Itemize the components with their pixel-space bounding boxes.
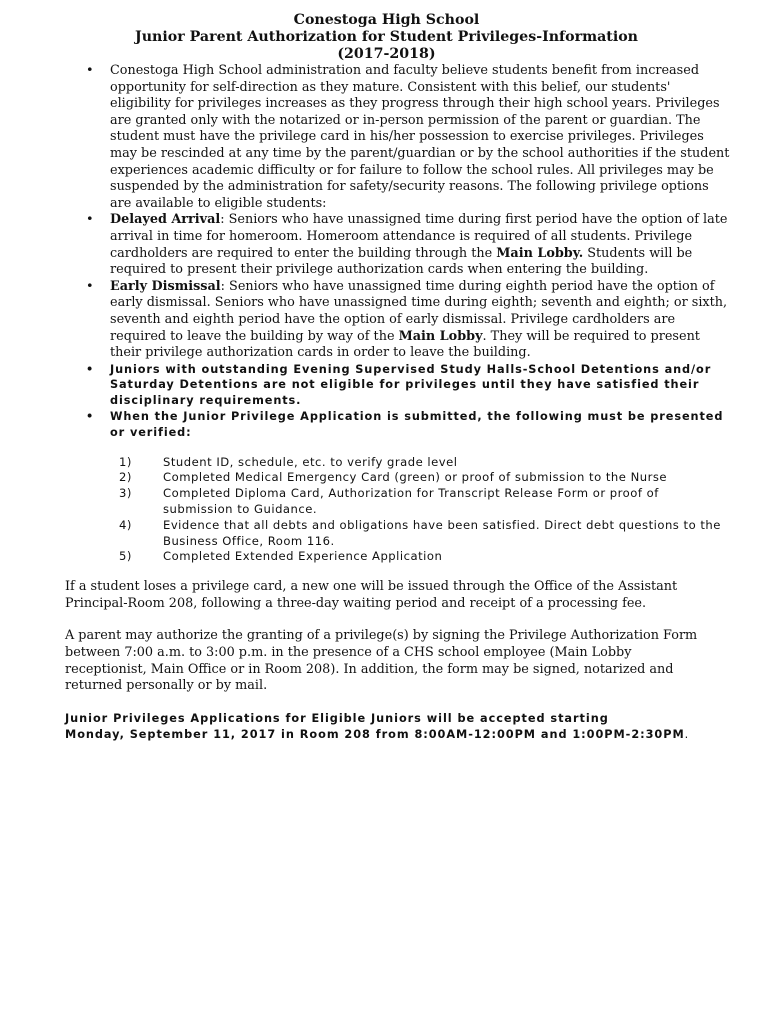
requirement-text: Completed Diploma Card, Authorization for Transcript Release Form or proof of submission to Guidance. [163, 486, 659, 517]
requirements-list [65, 455, 730, 566]
requirement-item [65, 470, 730, 486]
requirement-text: Evidence that all debts and obligations have been satisfied. Direct debt questions to the Business Office, Room 116. [163, 517, 721, 548]
closing-line-2: Monday, September 11, 2017 in Room 208 from 8:00AM-12:00PM and 1:00PM-2:30PM [65, 727, 685, 741]
requirement-item [65, 518, 730, 550]
junior-notes-list [65, 362, 730, 441]
requirement-number: 3) [119, 486, 132, 501]
junior-note-text: When the Junior Privilege Application is submitted, the following must be presented or verified: [110, 410, 724, 440]
closing-line-2-wrap [65, 727, 730, 743]
document-title: Junior Parent Authorization for Student Privileges-Information [135, 29, 638, 45]
school-year: (2017-2018) [337, 46, 436, 62]
lost-card-paragraph: If a student loses a privilege card, a new one will be issued through the Office of the Assistant Principal-Room 208, following a three-day waiting period and receipt of a processing fee. [65, 579, 678, 611]
privilege-place: Main Lobby [398, 328, 483, 344]
requirement-item [65, 455, 730, 471]
closing-period: . [684, 727, 690, 741]
requirement-number: 1) [119, 454, 132, 469]
closing-notice [65, 711, 730, 742]
authorization-paragraph: A parent may authorize the granting of a privilege(s) by signing the Privilege Authorization Form between 7:00 a.m. to 3:00 p.m. in the presence of a CHS school employee (Main Lobby receptionist, Main Office or in Room 208). In addition, the form may be signed, notarized and returned personally or by mail. [65, 628, 698, 694]
bullet-icon: • [86, 278, 94, 294]
requirement-item [65, 549, 730, 565]
bullet-icon: • [86, 410, 95, 424]
privilege-text-cont: . They will be required to present their privilege authorization cards in order to leave the building. [110, 328, 700, 361]
junior-note-text: Juniors with outstanding Evening Supervised Study Halls-School Detentions and/or Saturday Detentions are not eligible for privileges until they have satisfied their disciplinary requirements. [110, 362, 712, 407]
closing-line-1: Junior Privileges Applications for Eligible Juniors will be accepted starting [65, 711, 609, 725]
privilege-text-cont: Students will be required to present their privilege authorization cards when entering the building. [110, 245, 693, 278]
privilege-text: : Seniors who have unassigned time during first period have the option of late arrival in time for homeroom. Homeroom attendance is required of all students. Privilege cardholders are required to enter the building through the [110, 212, 728, 261]
privilege-place: Main Lobby. [496, 245, 584, 261]
privilege-term: Early Dismissal [110, 278, 221, 294]
document-header [63, 12, 710, 63]
intro-list [65, 63, 730, 212]
intro-item [65, 63, 730, 212]
bullet-icon: • [86, 63, 94, 78]
requirement-item [65, 486, 730, 518]
privilege-delayed-arrival [65, 212, 730, 278]
intro-text: Conestoga High School administration and faculty believe students benefit from increased opportunity for self-direction as they mature. Consistent with this belief, our students' eligibility for privileges increases as they progress through their high school years. Privileges are granted only with the notarized or in-person permission of the parent or guardian. The student must have the privilege card in his/her possession to exercise privileges. Privileges may be rescinded at any time by the parent/guardian or by the school authorities if the student experiences academic difficulty or for failure to follow the school rules. All privileges may be suspended by the administration for safety/security reasons. The following privilege options are available to eligible students: [110, 63, 730, 211]
junior-note [65, 409, 730, 440]
bullet-icon: • [86, 362, 95, 376]
requirement-text: Completed Extended Experience Application [163, 549, 443, 564]
requirement-number: 4) [119, 517, 132, 532]
requirement-number: 5) [119, 549, 132, 564]
requirement-number: 2) [119, 470, 132, 485]
privilege-term: Delayed Arrival [110, 212, 221, 228]
requirement-text: Student ID, schedule, etc. to verify grade level [163, 454, 458, 469]
school-name: Conestoga High School [293, 12, 480, 28]
privilege-early-dismissal [65, 279, 730, 362]
junior-note [65, 362, 730, 409]
requirement-text: Completed Medical Emergency Card (green) or proof of submission to the Nurse [163, 470, 668, 485]
privilege-options-list [65, 212, 730, 361]
bullet-icon: • [86, 212, 94, 228]
privilege-text: : Seniors who have unassigned time during eighth period have the option of early dismissal. Seniors who have unassigned time during eighth; seventh and eighth; or sixth, seventh and eighth period have the option of early dismissal. Privilege cardholders are required to leave the building by way of the [110, 278, 728, 344]
